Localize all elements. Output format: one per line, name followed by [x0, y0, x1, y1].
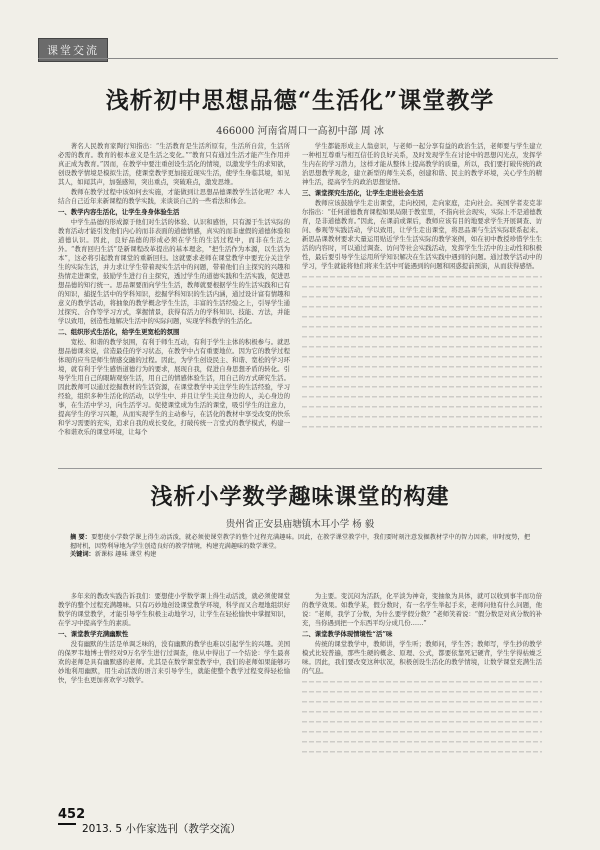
section-heading: 二、课堂教学体现情境性“活”味 [302, 630, 393, 638]
article2-abstract-block [70, 534, 530, 560]
article-divider [58, 468, 542, 469]
text-line-placeholder [302, 292, 542, 301]
text-line-placeholder [302, 352, 542, 361]
paragraph: 传统的课堂教学中，教师讲，学生听；教师问，学生答；教师写，学生抄的教学模式比较普遍，那些生硬的概念、原理、公式，都要依靠死记硬背，学生学得枯燥乏味。因此，我们要改变这种状况，积极创设生活化的教学情境，让数学课堂充满生活的气息。 [302, 640, 542, 675]
paragraph: 中学生品德的形成源于他们对生活的体验、认识和感悟，只有源于生活实际的教育活动才能引发他们内心的而非表面的道德情感，真实的而非虚假的道德体验和道德认识。因此，良好品德的形成必须在学生的生活过程中，而非在生活之外。“教育回归生活”是新课程改革提出的基本理念，“把生活作为本源，以生活为本”，这必将引起教育课堂的重新回归。这就要求老师在课堂教学中要充分关注学生的实际生活，并力求让学生带着现实生活中的问题，带着他们自主探究的兴趣和热情走进课堂，鼓励学生进行自主探究，透过学生的道德实践和生活实践，促进思想品德的知行统一。思品课要面向学生生活，教师就要根据学生的生活实践和已有的知识，捕捉生活中的学科知识，挖掘学科知识的生活内涵，通过设计富有情趣和意义的教学活动，将抽象的教学概念学生生活，丰富的生活经验之上，引导学生通过探究、合作等学习方式，掌握情景，获得有活力的学科知识、技能、方法，并能学以致用，创造性地解决生活中的实际问题，实现学科教学的生活化。 [58, 218, 290, 325]
paragraph: 著名人民教育家陶行知指出：“生活教育是生活所原有，生活所自营，生活所必需的教育。教育的根本意义是生活之变化。”“教育只有通过生活才能产生作用并真正成为教育。”因而，在教学中要注重创设生活化的情境，以激发学生的求知欲，创设教学情境是模拟生活，使课堂教学更加接近现实生活，使学生身临其境，如见其人，如闻其声，加强感知，突出重点，突破难点，激发思维。 [58, 142, 290, 186]
text-line-placeholder [302, 392, 542, 401]
article1-right-column [302, 142, 542, 460]
text-line-placeholder [302, 707, 542, 716]
text-line-placeholder [302, 342, 542, 351]
text-line-placeholder [302, 747, 542, 756]
section-tag: 课堂交流 [38, 38, 108, 62]
keywords-text: 新课标 趣味 课堂 构建 [94, 551, 157, 558]
text-line-placeholder [302, 697, 542, 706]
footer-rule [58, 823, 76, 825]
text-line-placeholder [302, 677, 542, 686]
article1-byline: 466000 河南省周口一高初中部 周 冰 [216, 126, 384, 137]
section-heading: 二、组织形式生活化，给学生更宽松的氛围 [58, 328, 180, 336]
text-line-placeholder [302, 402, 542, 411]
text-line-placeholder [302, 412, 542, 421]
text-line-placeholder [302, 322, 542, 331]
section-divider [38, 58, 558, 59]
text-line-placeholder [302, 282, 542, 291]
article1-left-column [58, 142, 290, 460]
keywords-label: 关键词： [70, 551, 95, 558]
paragraph: 教师在教学过程中该如何去实施，才能做到让思想品德课教学生活化呢？本人结合自己近年来新课程的教学实践，来谈谈自己的一些看法和体会。 [58, 188, 290, 205]
text-line-placeholder [302, 727, 542, 736]
text-line-placeholder [302, 272, 542, 281]
paragraph: 为主要。变沉闷为活跃，化平淡为神奇，变抽象为具体，就可以收到事半而功倍的教学效果。如教学某，假分数时，有一名学生举起手来，老师问他有什么问题，他说：“老师，我学了分数，为什么要学假分数？”老师笑着说：“假分数是对真分数的补充，当你遇到把一个东西平均分成几份……” [302, 592, 542, 627]
text-line-placeholder [302, 362, 542, 371]
article2-title: 浅析小学数学趣味课堂的构建 [150, 484, 450, 510]
paragraph: 学生都能形成主人翁意识，与老师一起分享有益的政治生活，老师要与学生建立一种相互尊重与相互信任的良好关系，及时发现学生在讨论中的思想闪光点，发挥学生内在的学习潜力，这样才能从整体上提高教学的质量，所以，我们要打破传统的政治思想教学观念，建立新型的师生关系，创建和谐、民主的教学环境，关心学生的精神生活，提高学生的政治思想觉悟。 [302, 142, 542, 186]
section-heading: 三、课堂探究生活化，让学生走进社会生活 [302, 189, 424, 197]
article1-title: 浅析初中思想品德“生活化”课堂教学 [105, 87, 495, 114]
paragraph: 宽松、和谐的教学氛围，有利于师生互动，有利于学生主体的积极参与。就思想品德课来说，营造最佳的学习状态，在教学中占有重要地位。因为它的教学过程体现的应当是师生情感交融的过程。因此，为学生创设民主、和谐、宽松的学习环境，就有利于学生感悟道德行为的要求，展现自我，促进自身思想矛盾的转化。引导学生用自己的眼睛观察生活，用自己的情感体验生活，用自己的方式研究生活。因此教师可以通过挖掘教材的生活资源，在课堂教学中关注学生的生活经验，学习经验，组织多种生活化的活动，以学生中、并且让学生关注身边的人，关心身边的事，在生活中学习，向生活学习。促使课堂成为生活的课堂，吸引学生的注意力，提高学生的学习兴趣，从而实现学生的主动参与，在活化的教材中享受改变的快乐和学习需要的充实，追求自我的成长变化，打破传统一言堂式的教学模式，构建一个和谐欢乐的课堂环境，让每个 [58, 338, 290, 436]
text-line-placeholder [302, 422, 542, 431]
section-heading: 一、课堂教学充满幽默性 [58, 630, 129, 638]
text-line-placeholder [302, 332, 542, 341]
text-line-placeholder [302, 312, 542, 321]
text-line-placeholder [302, 372, 542, 381]
paragraph: 教师应该鼓励学生走出课堂，走向校园，走向家庭，走向社会。英国学者麦克菲尔指出：“任何道德教育课程如果局限于教室里，不指向社会现实，实际上不是道德教育，是非道德教育。”因此，在课前或课后，教师应该有目的地要求学生开展调查、访问、参观等实践活动，学以致用，让学生走出课堂，将思品课与生活实际联系起来。新思品课教材要求大量运用贴近学生生活实际的教学案例，如在初中教授珍惜学生生活的内容时，可以通过调查、访问等社会实践活动，发挥学生生活中的主动性和积极性，最后要引导学生运用所学知识解决在生活实践中遇到的问题。通过教学活动中的学习，学生就能将他们将来生活中可能遇到的问题和困惑提前预演，从而获得感悟。 [302, 199, 542, 270]
article2-right-column [302, 592, 542, 782]
text-line-placeholder [302, 687, 542, 696]
text-line-placeholder [302, 717, 542, 726]
section-heading: 一、教学内容生活化，让学生身身体验生活 [58, 208, 180, 216]
page-number: 452 [58, 807, 86, 822]
article2-left-column [58, 592, 290, 782]
text-line-placeholder [302, 382, 542, 391]
abstract-text: 要想使小学数学课上得生动活泼，就必须使课堂教学的整个过程充满趣味。因此，在教学课堂教学中，我们要时刻注意发掘教材学中的智力因素，审时度势，把握时机，因势利导地为学生创造良好的教学情境，构建充满趣味的数学课堂。 [70, 534, 531, 550]
text-line-placeholder [302, 302, 542, 311]
abstract-label: 摘 要： [70, 534, 92, 541]
paragraph: 多年来的教改实践告诉我们：要想使小学数学课上得生动活泼，就必须使课堂教学的整个过程充满趣味。只有巧妙地创设课堂教学环境，科学而又合理地组织好数学的课堂教学，才能引导学生积极主动地学习，让学生在轻松愉快中掌握知识，在学习中提高学生的素质。 [58, 592, 290, 627]
text-line-placeholder [302, 737, 542, 746]
journal-name: 2013. 5 小作家选刊（教学交流） [82, 823, 241, 835]
paragraph: 没有幽默的生活是单调乏味的，没有幽默的教学也难以引起学生的兴趣。美国的保罗韦地博士曾经对9万名学生进行过调查，他从中得出了一个结论：学生最喜欢的老师是具有幽默感的老师。尤其是在数学课堂教学中，我们的老师如果能够巧妙地利用幽默，用生动活泼的语言来引导学生，就能使整个教学过程变得轻松愉快，学生也更加喜欢学习数学。 [58, 640, 290, 684]
article2-byline: 贵州省正安县庙塘镇木耳小学 杨 毅 [225, 519, 375, 530]
